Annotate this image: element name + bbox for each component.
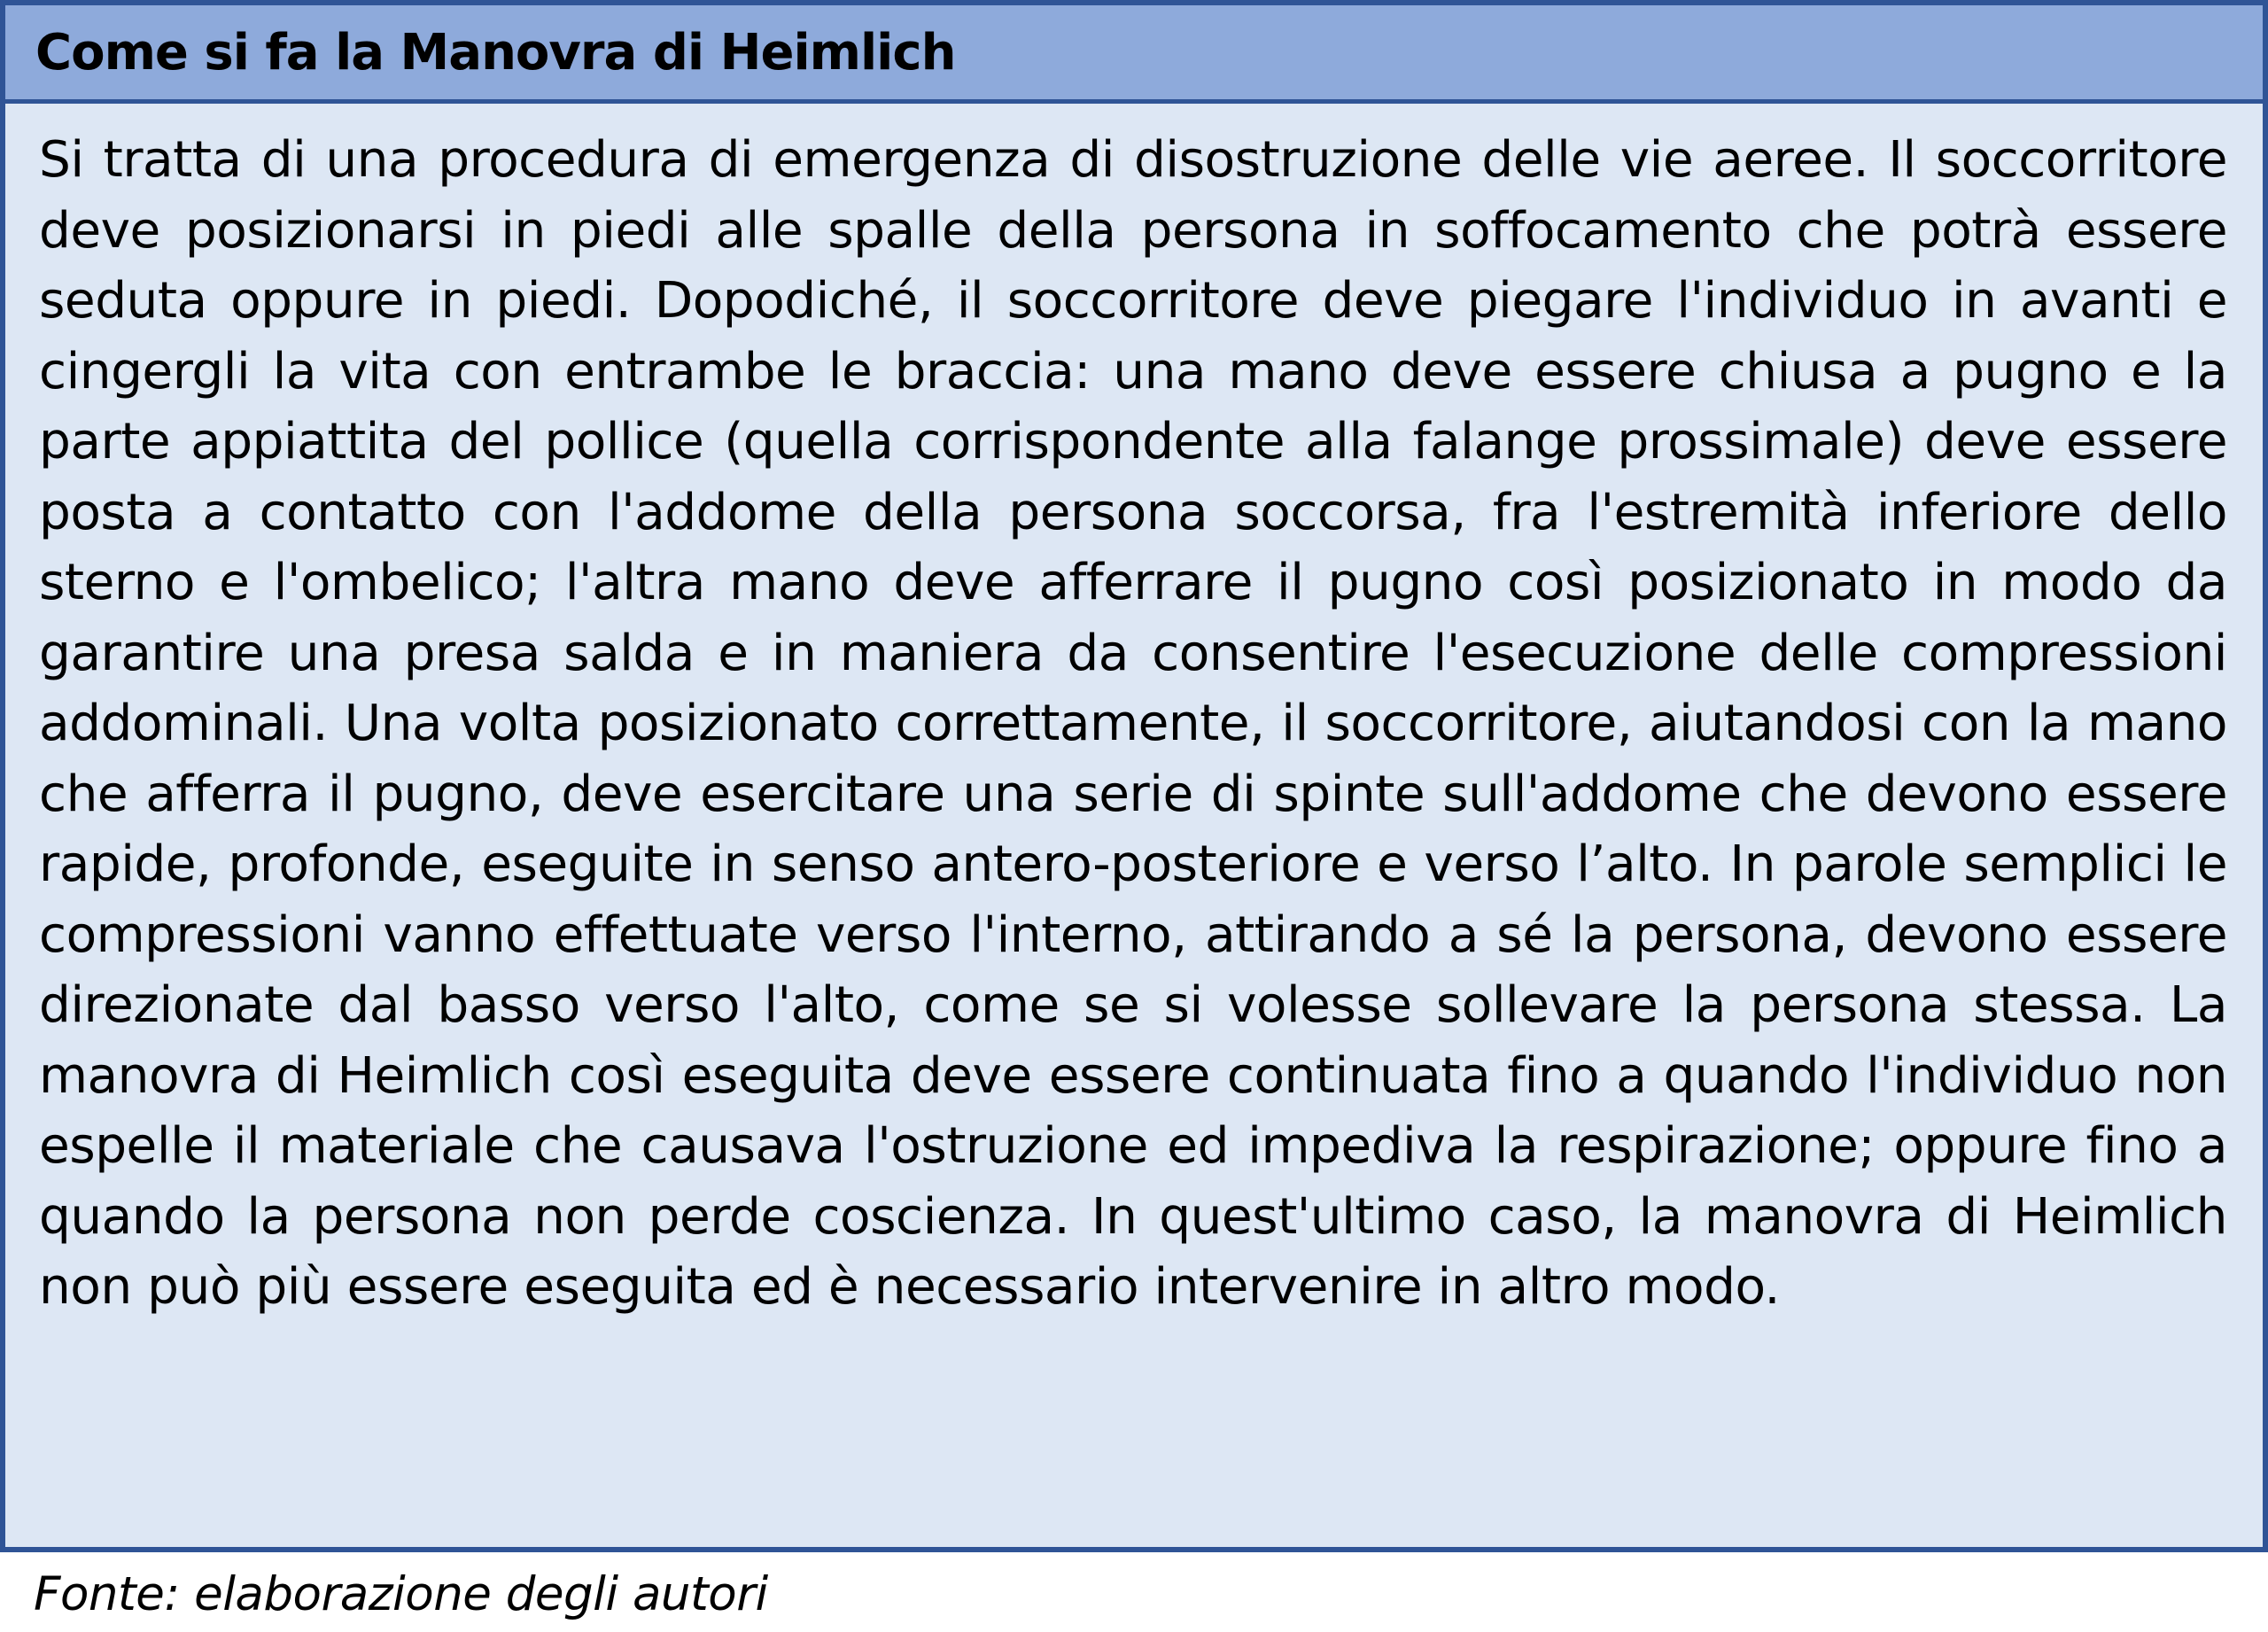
info-box-text: Si tratta di una procedura di emergenza di disostruzione delle vie aeree. Il soccorritore deve posizionarsi in piedi alle spalle della persona in soffocamento che potrà essere seduta oppure in piedi. Dopodiché, il soccorritore deve piegare l'individuo in avanti e cingergli la vita con entrambe le braccia: una mano deve essere chiusa a pugno e la parte appiattita del pollice (quella corrispondente alla falange prossimale) deve essere posta a contatto con l'addome della persona soccorsa, fra l'estremità inferiore dello sterno e l'ombelico; l'altra mano deve afferrare il pugno così posizionato in modo da garantire una presa salda e in maniera da consentire l'esecuzione delle compressioni addominali. Una volta posizionato correttamente, il soccorritore, aiutandosi con la mano che afferra il pugno, deve esercitare una serie di spinte sull'addome che devono essere rapide, profonde, eseguite in senso antero-posteriore e verso l’alto. In parole semplici le compressioni vanno effettuate verso l'interno, attirando a sé la persona, devono essere direzionate dal basso verso l'alto, come se si volesse sollevare la persona stessa. La manovra di Heimlich così eseguita deve essere continuata fino a quando l'individuo non espelle il materiale che causava l'ostruzione ed impediva la respirazione; oppure fino a quando la persona non perde coscienza. In quest'ultimo caso, la manovra di Heimlich non può più essere eseguita ed è necessario intervenire in altro modo.	[39, 131, 2227, 1316]
source-caption: Fonte: elaborazione degli autori	[34, 1567, 768, 1621]
info-box-body	[5, 104, 2263, 1323]
info-box-title: Come si fa la Manovra di Heimlich	[35, 23, 956, 82]
info-box-header	[5, 5, 2263, 104]
